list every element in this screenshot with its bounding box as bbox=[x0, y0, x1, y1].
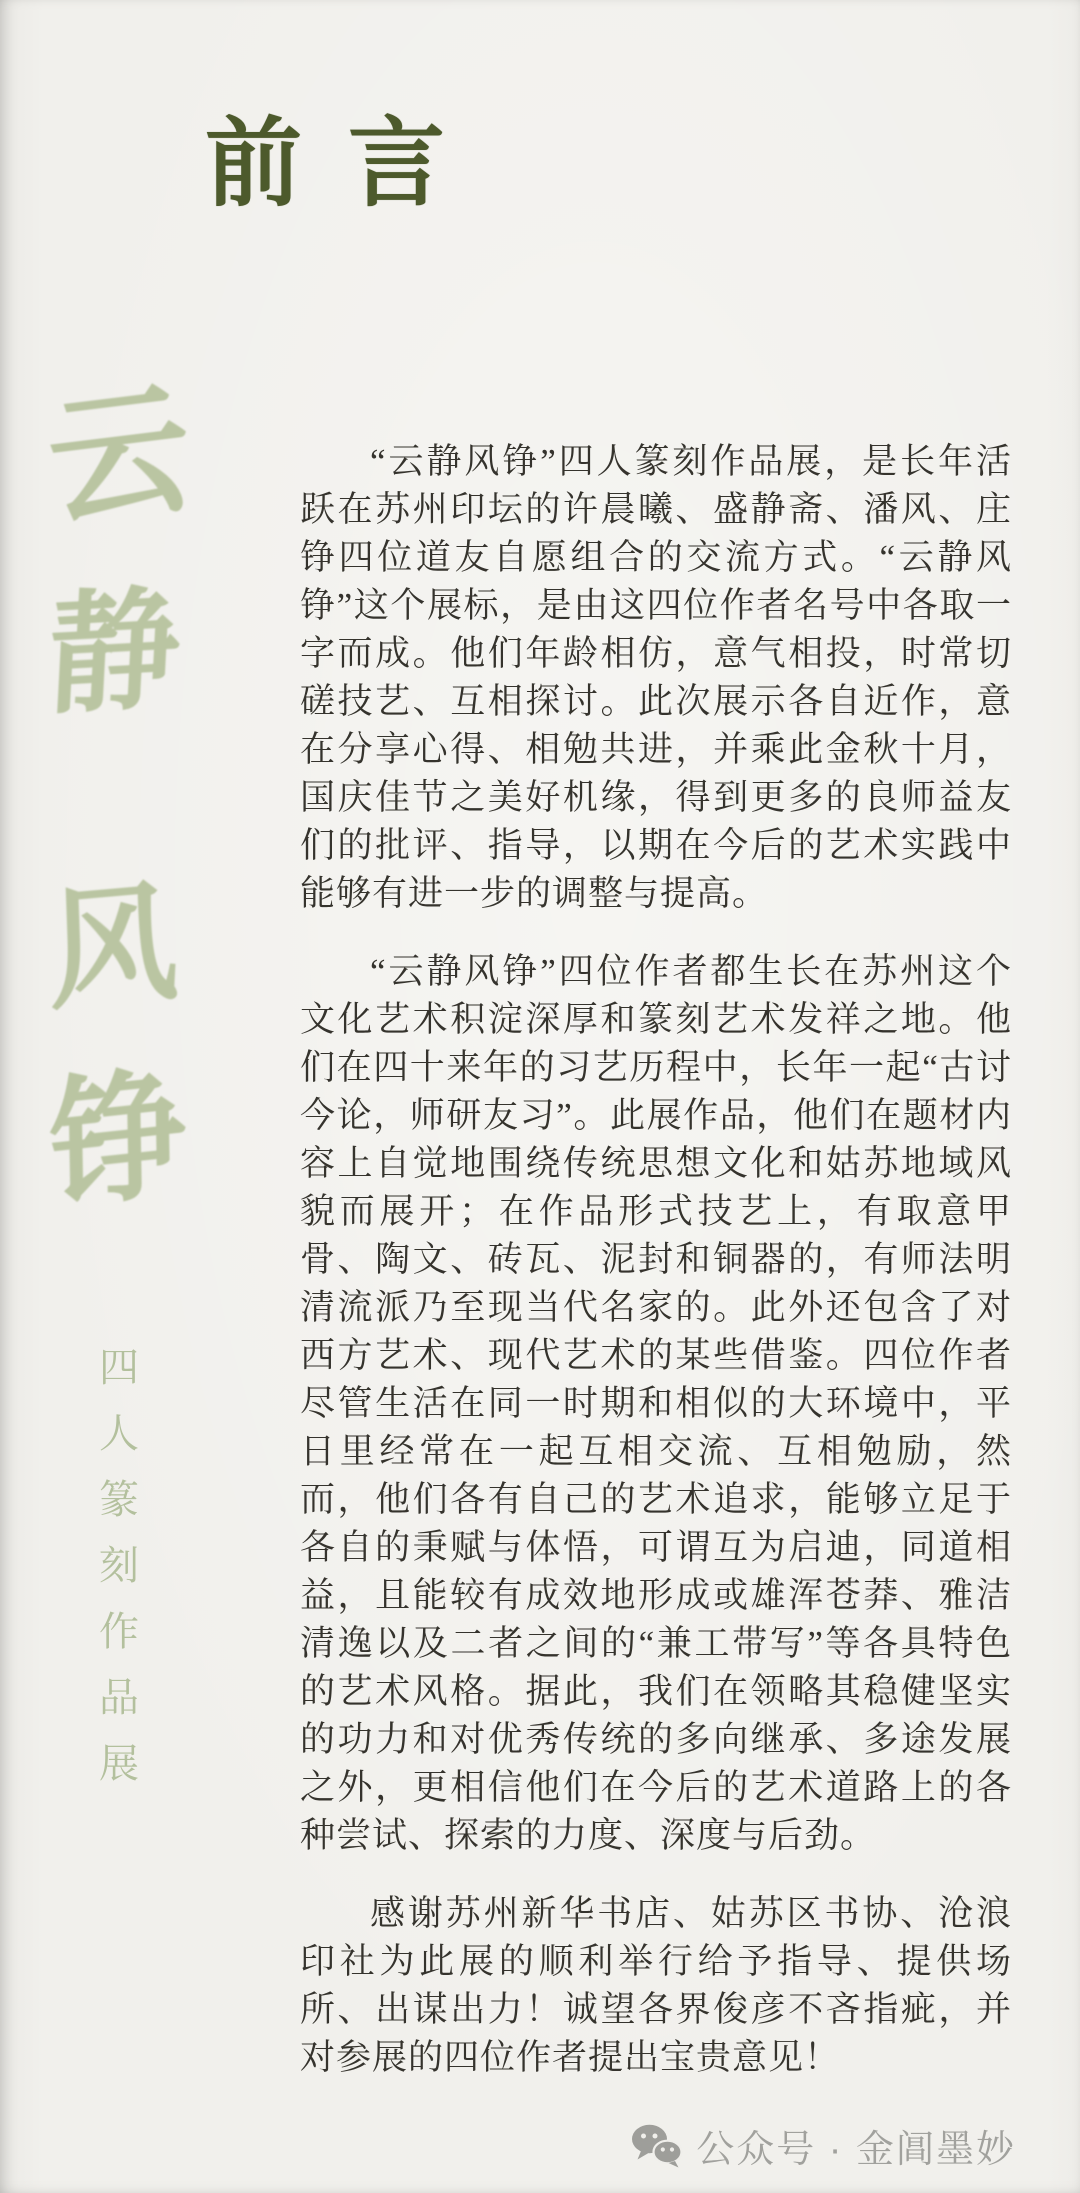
vertical-caption bbox=[96, 1345, 142, 1786]
calligraphy-char: 风 bbox=[45, 871, 181, 1027]
watermark-label: 公众号 · 金阊墨妙 bbox=[696, 2129, 1016, 2171]
paragraph-2: “云静风铮”四位作者都生长在苏州这个文化艺术积淀深厚和篆刻艺术发祥之地。他们在四十来年的习艺历程中，长年一起“古讨今论，师研友习”。此展作品，他们在题材内容上自觉地围绕传统思想文化和姑苏地域风貌而展开；在作品形式技艺上，有取意甲骨、陶文、砖瓦、泥封和铜器的，有师法明清流派乃至现当代名家的。此外还包含了对西方艺术、现代艺术的某些借鉴。四位作者尽管生活在同一时期和相似的大环境中，平日里经常在一起互相交流、互相勉励，然而，他们各有自己的艺术追求，能够立足于各自的秉赋与体悟，可谓互为启迪，同道相益，且能较有成效地形成或雄浑苍莽、雅洁清逸以及二者之间的“兼工带写”等各具特色的艺术风格。据此，我们在领略其稳健坚实的功力和对优秀传统的多向继承、多途发展之外，更相信他们在今后的艺术道路上的各种尝试、探索的力度、深度与后劲。 bbox=[300, 952, 1012, 1855]
preface-body bbox=[300, 438, 1012, 2112]
caption-char: 刻 bbox=[99, 1543, 139, 1588]
calligraphy-char: 静 bbox=[44, 576, 184, 731]
page-title: 前言 bbox=[205, 111, 491, 218]
paragraph-3: 感谢苏州新华书店、姑苏区书协、沧浪印社为此展的顺利举行给予指导、提供场所、出谋出力！诚望各界俊彦不吝指疵，并对参展的四位作者提出宝贵意见！ bbox=[300, 1894, 1012, 2077]
paragraph-1: “云静风铮”四人篆刻作品展，是长年活跃在苏州印坛的许晨曦、盛静斋、潘风、庄铮四位道友自愿组合的交流方式。“云静风铮”这个展标，是由这四位作者名号中各取一字而成。他们年龄相仿，意气相投，时常切磋技艺、互相探讨。此次展示各自近作，意在分享心得、相勉共进，并乘此金秋十月，国庆佳节之美好机缘，得到更多的良师益友们的批评、指导，以期在今后的艺术实践中能够有进一步的调整与提高。 bbox=[300, 442, 1012, 913]
calligraphy-char: 云 bbox=[44, 369, 194, 545]
wechat-icon bbox=[630, 2123, 684, 2169]
caption-char: 篆 bbox=[99, 1477, 139, 1522]
caption-char: 品 bbox=[99, 1675, 139, 1720]
caption-char: 作 bbox=[99, 1609, 139, 1654]
caption-char: 人 bbox=[99, 1411, 139, 1456]
caption-char: 展 bbox=[99, 1741, 139, 1786]
caption-char: 四 bbox=[99, 1345, 139, 1390]
watermark bbox=[630, 2118, 1016, 2173]
calligraphy-char: 铮 bbox=[47, 1056, 189, 1227]
